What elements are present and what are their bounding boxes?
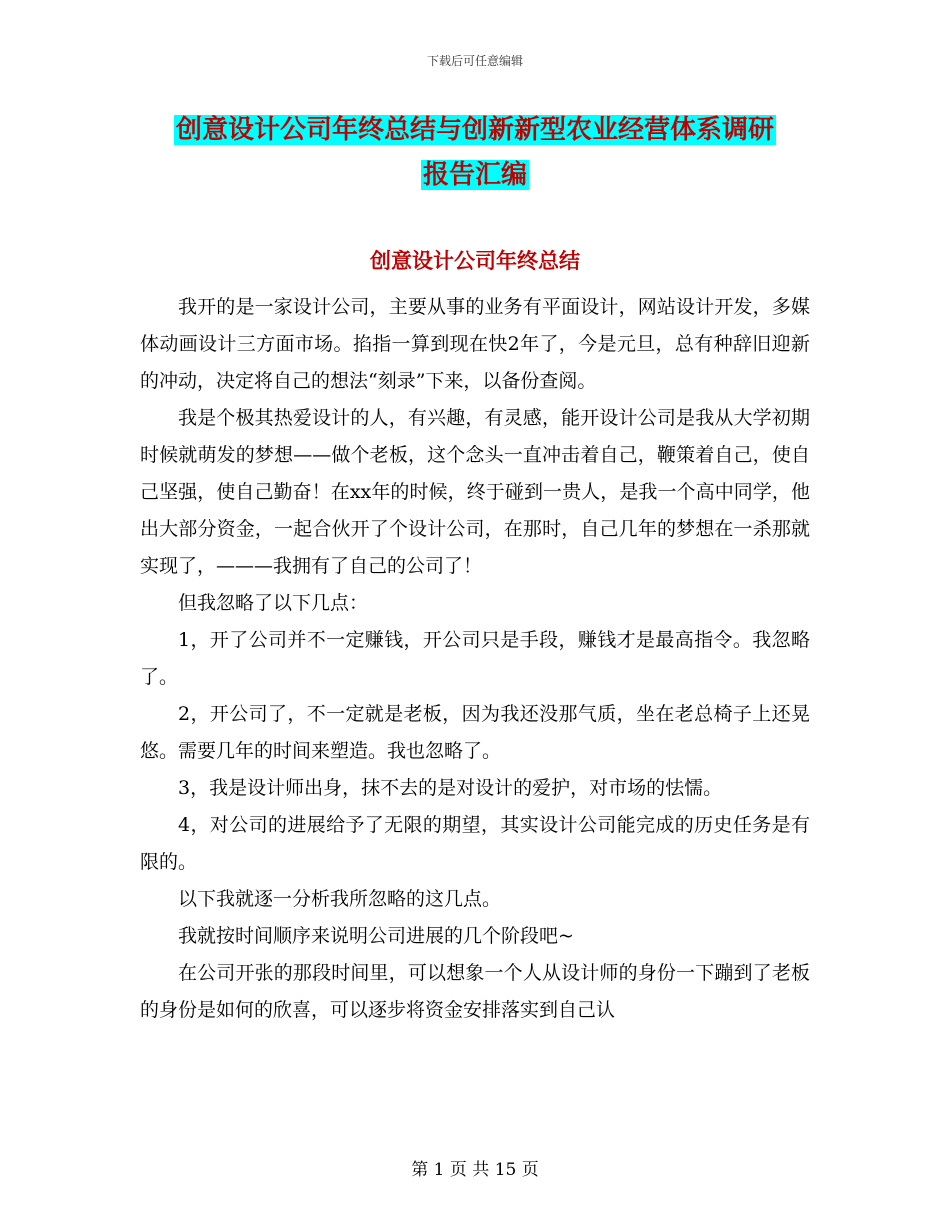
header-note: 下载后可任意编辑 [426,54,523,68]
paragraph: 3，我是设计师出身，抹不去的是对设计的爱护，对市场的怯懦。 [178,777,723,799]
paragraph: 2，开公司了，不一定就是老板，因为我还没那气质，坐在老总椅子上还晃悠。需要几年的时间来塑造。我也忽略了。 [140,703,810,762]
paragraph: 我是个极其热爱设计的人，有兴趣，有灵感，能开设计公司是我从大学初期时候就萌发的梦想——做个老板，这个念头一直冲击着自己，鞭策着自己，使自己坚强，使自己勤奋！在xx年的时候，终于碰到一贵人，是我一个高中同学，他出大部分资金，一起合伙开了个设计公司，在那时，自己几年的梦想在一杀那就实现了，———我拥有了自己的公司了！ [140,407,810,577]
section-title: 创意设计公司年终总结 [370,248,580,273]
document-title-line-2 [150,153,800,197]
document-title-text-1: 创意设计公司年终总结与创新新型农业经营体系调研 [175,115,774,145]
paragraph: 以下我就逐一分析我所忽略的这几点。 [178,888,502,910]
paragraph: 我就按时间顺序来说明公司进展的几个阶段吧~ [178,925,574,947]
paragraph: 但我忽略了以下几点： [178,592,369,614]
paragraph: 4，对公司的进展给予了无限的期望，其实设计公司能完成的历史任务是有限的。 [140,814,810,873]
document-title-line-1 [150,108,800,152]
paragraph: 在公司开张的那段时间里，可以想象一个人从设计师的身份一下蹦到了老板的身份是如何的欣喜，可以逐步将资金安排落实到自己认 [140,962,810,1021]
document-body [140,289,810,1029]
document-title-text-2: 报告汇编 [422,160,527,190]
paragraph: 1，开了公司并不一定赚钱，开公司只是手段，赚钱才是最高指令。我忽略了。 [140,629,810,688]
paragraph: 我开的是一家设计公司，主要从事的业务有平面设计，网站设计开发，多媒体动画设计三方面市场。掐指一算到现在快2年了，今是元旦，总有种辞旧迎新的冲动，决定将自己的想法“刻录”下来，以备份查阅。 [140,296,810,392]
page-footer: 第 1 页 共 15 页 [411,1160,539,1180]
